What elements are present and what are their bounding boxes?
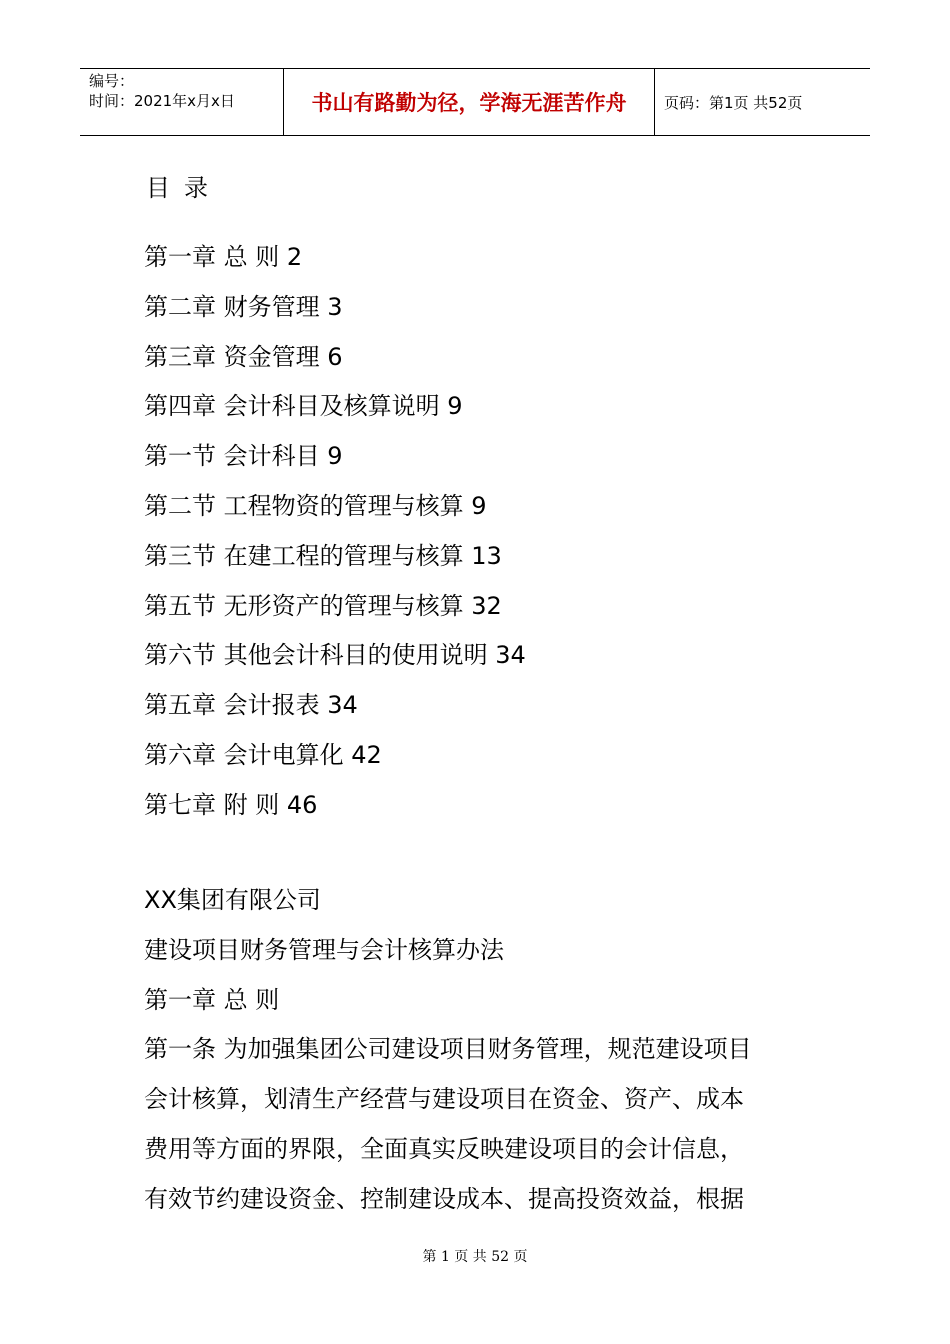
toc-entry[interactable]: 第七章 附 则 46 (144, 790, 318, 819)
toc-entry[interactable]: 第五章 会计报表 34 (144, 691, 358, 720)
paragraph-line: 有效节约建设资金、控制建设成本、提高投资效益，根据 (144, 1184, 744, 1213)
document-title: 建设项目财务管理与会计核算办法 (144, 935, 504, 964)
toc-heading: 目录 (146, 174, 222, 202)
toc-entry[interactable]: 第六章 会计电算化 42 (144, 740, 382, 769)
toc-entry[interactable]: 第二节 工程物资的管理与核算 9 (144, 491, 487, 520)
chapter-title: 第一章 总 则 (144, 985, 280, 1014)
paragraph-line: 会计核算，划清生产经营与建设项目在资金、资产、成本 (144, 1085, 744, 1114)
company-name: XX集团有限公司 (144, 886, 321, 914)
page-footer: 第 1 页 共 52 页 (422, 1249, 528, 1265)
document-number-label: 编号： (89, 72, 135, 90)
toc-entry[interactable]: 第四章 会计科目及核算说明 9 (144, 392, 463, 421)
table-of-contents (144, 233, 526, 831)
page-header (80, 68, 870, 136)
toc-entry[interactable]: 第二章 财务管理 3 (144, 292, 343, 321)
header-divider (654, 69, 655, 135)
header-meta (89, 71, 235, 111)
paragraph-line: 第一条 为加强集团公司建设项目财务管理，规范建设项目 (144, 1035, 752, 1064)
toc-entry[interactable]: 第六节 其他会计科目的使用说明 34 (144, 641, 526, 670)
toc-entry[interactable]: 第一节 会计科目 9 (144, 442, 343, 471)
paragraph-line: 费用等方面的界限，全面真实反映建设项目的会计信息， (144, 1134, 744, 1163)
toc-entry[interactable]: 第三章 资金管理 6 (144, 342, 343, 371)
document-time-label: 时间：2021年x月x日 (89, 92, 235, 110)
toc-entry[interactable]: 第一章 总 则 2 (144, 243, 303, 271)
toc-entry[interactable]: 第三节 在建工程的管理与核算 13 (144, 541, 502, 570)
header-motto: 书山有路勤为径，学海无涯苦作舟 (311, 90, 627, 115)
header-page-info: 页码：第1页 共52页 (664, 93, 803, 112)
document-body (144, 876, 804, 1225)
toc-entry[interactable]: 第五节 无形资产的管理与核算 32 (144, 591, 502, 620)
